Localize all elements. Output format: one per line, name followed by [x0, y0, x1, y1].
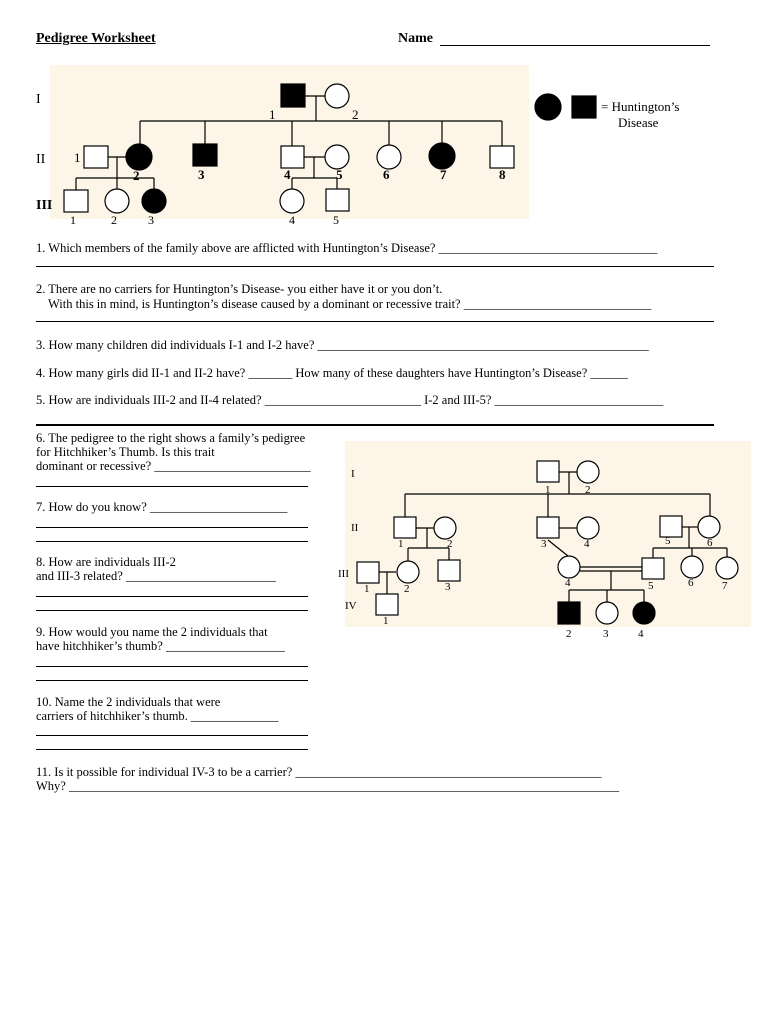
pedigree-label: 2	[404, 583, 410, 595]
answer-line[interactable]	[36, 666, 308, 667]
question-1: 1. Which members of the family above are afflicted with Huntington’s Disease? ___________________________________	[36, 241, 658, 255]
question-4: 4. How many girls did II-1 and II-2 have? _______ How many of these daughters have Huntington’s Disease? ______	[36, 366, 628, 380]
page-title: Pedigree Worksheet	[36, 31, 156, 46]
pedigree-label: 5	[665, 535, 671, 547]
answer-line[interactable]	[36, 680, 308, 681]
pedigree-label: 3	[148, 213, 154, 227]
pedigree-label: 1	[545, 484, 551, 496]
question-9-line-2: have hitchhiker’s thumb? ___________________	[36, 639, 285, 653]
p2-gen-label-I: I	[351, 468, 355, 480]
pedigree-label: 2	[133, 168, 140, 183]
question-6-line-2: for Hitchhiker’s Thumb. Is this trait	[36, 445, 215, 459]
p2-gen-label-II: II	[351, 522, 359, 534]
p2-gen4-male-1	[376, 594, 398, 615]
p2-gen2-female-6	[698, 516, 720, 538]
p2-gen3-male-1	[357, 562, 379, 583]
pedigree-label: 7	[722, 580, 728, 592]
legend-text-1: = Huntington’s	[601, 99, 680, 114]
p2-gen-label-IV: IV	[345, 600, 357, 612]
name-label: Name	[398, 31, 433, 46]
question-2-line-1: 2. There are no carriers for Huntington’s Disease- you either have it or you don’t.	[36, 282, 443, 296]
pedigree-label: 3	[541, 538, 547, 550]
pedigree-label: 1	[383, 615, 389, 627]
pedigree-label: 2	[566, 628, 572, 640]
pedigree-label: 6	[707, 537, 713, 549]
pedigree-label: 2	[352, 107, 359, 122]
p2-gen3-female-4	[558, 556, 580, 578]
pedigree-label: 1	[398, 538, 404, 550]
question-8-line-2: and III-3 related? ________________________	[36, 569, 276, 583]
gen3-female-3-affected	[142, 189, 166, 213]
answer-line[interactable]	[36, 266, 714, 267]
gen2-male-1	[84, 146, 108, 168]
p2-gen2-female-4	[577, 517, 599, 539]
pedigree-label: 7	[440, 167, 447, 182]
pedigree-label: 5	[336, 167, 343, 182]
pedigree-label: 5	[333, 213, 339, 227]
pedigree-label: 1	[269, 107, 276, 122]
answer-line[interactable]	[36, 735, 308, 736]
answer-line[interactable]	[36, 749, 308, 750]
pedigree-label: 2	[447, 538, 453, 550]
pedigree-label: 2	[111, 213, 117, 227]
answer-line[interactable]	[36, 321, 714, 322]
pedigree-label: 3	[603, 628, 609, 640]
pedigree-label: 1	[364, 583, 370, 595]
pedigree-label: 4	[284, 167, 291, 182]
p2-gen4-female-3	[596, 602, 618, 624]
gen-label-III: III	[36, 198, 53, 213]
pedigree-label: 3	[198, 167, 205, 182]
gen3-male-5	[326, 189, 349, 211]
p2-gen2-female-2	[434, 517, 456, 539]
legend-text-2: Disease	[618, 115, 659, 130]
section-divider	[36, 424, 714, 426]
p2-gen1-male	[537, 461, 559, 482]
question-5: 5. How are individuals III-2 and II-4 related? _________________________ I-2 and III-5? ___________________________	[36, 393, 664, 407]
pedigree-label: 6	[688, 577, 694, 589]
question-11-line-2: Why? ________________________________________________________________________________________	[36, 779, 619, 793]
legend-female-affected	[535, 94, 561, 120]
gen2-female-7-affected	[429, 143, 455, 169]
pedigree-label: 4	[289, 213, 295, 227]
p2-gen2-male-1	[394, 517, 416, 538]
question-9-line-1: 9. How would you name the 2 individuals that	[36, 625, 268, 639]
gen3-female-4	[280, 189, 304, 213]
p2-gen1-female	[577, 461, 599, 483]
gen3-male-1	[64, 190, 88, 212]
pedigree-label: 4	[584, 538, 590, 550]
legend-male-affected	[572, 96, 596, 118]
p2-gen3-female-7	[716, 557, 738, 579]
p2-gen-label-III: III	[338, 568, 349, 580]
p2-gen3-female-2	[397, 561, 419, 583]
question-3: 3. How many children did individuals I-1 and I-2 have? _____________________________________________________	[36, 338, 649, 352]
p2-gen3-female-6	[681, 556, 703, 578]
question-7: 7. How do you know? ______________________	[36, 500, 288, 514]
question-6-line-1: 6. The pedigree to the right shows a family’s pedigree	[36, 431, 306, 445]
p2-gen2-male-5	[660, 516, 682, 537]
pedigree-label: 1	[70, 213, 76, 227]
question-10-line-1: 10. Name the 2 individuals that were	[36, 695, 221, 709]
gen-label-II: II	[36, 152, 46, 167]
p2-gen4-female-4-affected	[633, 602, 655, 624]
gen2-male-4	[281, 146, 304, 168]
pedigree-1-huntingtons	[0, 0, 768, 230]
pedigree-label: 6	[383, 167, 390, 182]
pedigree-label: 1	[74, 150, 81, 165]
gen3-female-2	[105, 189, 129, 213]
question-6-line-3: dominant or recessive? _________________________	[36, 459, 311, 473]
gen2-female-5	[325, 145, 349, 169]
pedigree-label: 3	[445, 581, 451, 593]
pedigree-label: 4	[565, 577, 571, 589]
pedigree-label: 5	[648, 580, 654, 592]
question-2-line-2: With this in mind, is Huntington’s disease caused by a dominant or recessive trait? ______________________________	[48, 297, 652, 311]
gen1-male-affected	[281, 84, 305, 107]
question-8-line-1: 8. How are individuals III-2	[36, 555, 176, 569]
p2-gen3-male-5	[642, 558, 664, 579]
p2-gen2-male-3	[537, 517, 559, 538]
pedigree-label: 2	[585, 484, 591, 496]
gen2-female-2-affected	[126, 144, 152, 170]
pedigree-2-hitchhikers-thumb	[0, 430, 768, 640]
gen2-male-3-affected	[193, 144, 217, 166]
p2-gen3-male-3	[438, 560, 460, 581]
gen2-female-6	[377, 145, 401, 169]
question-10-line-2: carriers of hitchhiker’s thumb. ______________	[36, 709, 279, 723]
gen-label-I: I	[36, 92, 41, 107]
gen2-male-8	[490, 146, 514, 168]
pedigree-label: 4	[638, 628, 644, 640]
question-11-line-1: 11. Is it possible for individual IV-3 to be a carrier? _________________________________________________	[36, 765, 602, 779]
p2-gen4-male-2-affected	[558, 602, 580, 624]
pedigree-label: 8	[499, 167, 506, 182]
gen1-female	[325, 84, 349, 108]
